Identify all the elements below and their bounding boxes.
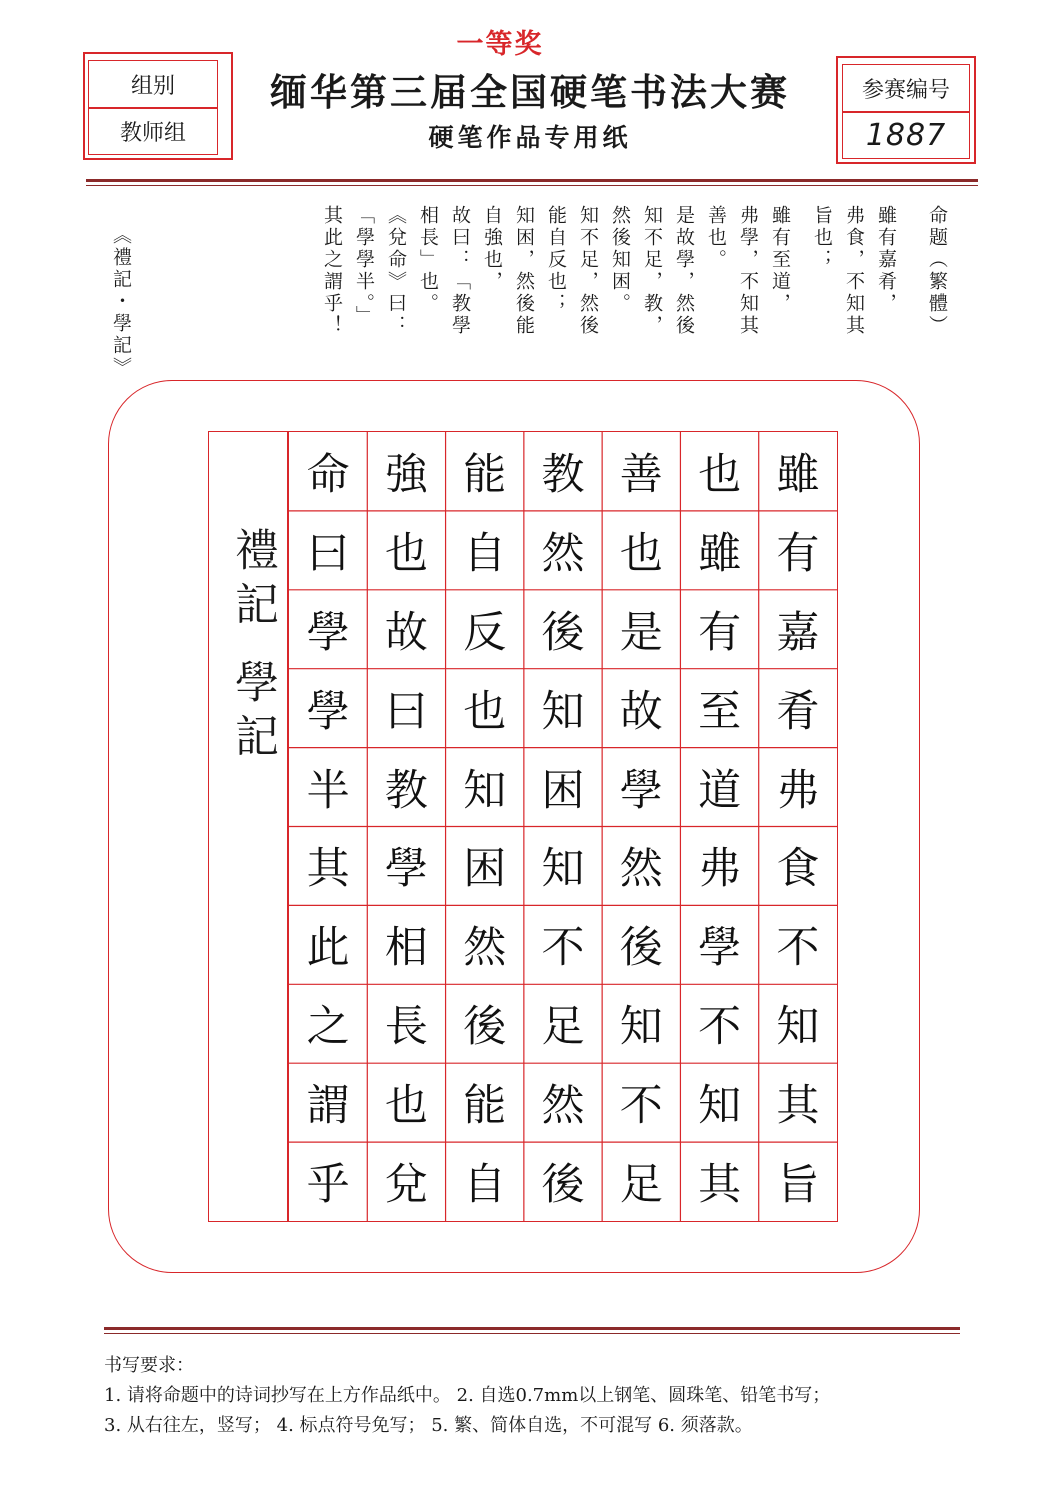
writing-grid	[208, 431, 838, 1222]
grid-character: 也	[463, 686, 507, 737]
grid-character: 故	[384, 607, 428, 658]
prompt-column: 弗學，不知其	[737, 205, 759, 337]
requirements-heading: 书写要求：	[104, 1355, 194, 1376]
prompt-column: 知困，然後能	[513, 205, 535, 337]
prompt-column: 是故學，然後	[673, 205, 695, 337]
grid-character: 知	[541, 686, 585, 737]
grid-character: 困	[463, 844, 507, 895]
competition-title: 缅华第三届全国硬笔书法大赛	[270, 70, 790, 114]
grid-character: 知	[776, 1002, 820, 1053]
grid-character: 學	[306, 686, 350, 737]
prompt-column: 其此之謂乎！	[321, 205, 343, 337]
grid-character: 食	[776, 844, 820, 895]
grid-character: 命	[306, 449, 350, 500]
prompt-column: 旨也；	[811, 205, 833, 271]
work-title: 禮記 學記	[227, 527, 278, 767]
group-value: 教师组	[88, 108, 218, 155]
grid-character: 然	[541, 528, 585, 579]
grid-character: 嘉	[776, 607, 820, 658]
prompt-source: 《禮記・學記》	[110, 225, 132, 379]
grid-character: 謂	[306, 1081, 350, 1132]
grid-character: 知	[698, 1081, 742, 1132]
grid-character: 後	[463, 1002, 507, 1053]
grid-character: 後	[541, 1160, 585, 1211]
requirements-line-2: 3. 从右往左，竖写； 4. 标点符号免写； 5. 繁、简体自选，不可混写 6. 须落款。	[104, 1415, 753, 1436]
grid-character: 不	[541, 923, 585, 974]
prompt-column: 知不足，然後	[577, 205, 599, 337]
grid-character: 故	[619, 686, 663, 737]
grid-character: 後	[619, 923, 663, 974]
grid-character: 長	[384, 1002, 428, 1053]
grid-character: 教	[384, 765, 428, 816]
grid-character: 強	[384, 449, 428, 500]
grid-character: 後	[541, 607, 585, 658]
entry-number: 1887	[842, 112, 970, 159]
grid-character: 乎	[306, 1160, 350, 1211]
grid-character: 困	[541, 765, 585, 816]
paper-subtitle: 硬笔作品专用纸	[428, 123, 632, 152]
prompt-text	[110, 205, 960, 379]
grid-character: 學	[384, 844, 428, 895]
grid-character: 曰	[384, 686, 428, 737]
grid-character: 足	[619, 1160, 663, 1211]
grid-character: 善	[619, 449, 663, 500]
prompt-column: 相長」也。	[417, 205, 439, 315]
grid-character: 其	[306, 844, 350, 895]
grid-characters	[289, 432, 837, 1221]
grid-character: 弗	[698, 844, 742, 895]
grid-character: 半	[306, 765, 350, 816]
grid-character: 雖	[698, 528, 742, 579]
top-rule-thick	[86, 179, 978, 182]
grid-character: 相	[384, 923, 428, 974]
grid-character: 之	[306, 1002, 350, 1053]
grid-character: 道	[698, 765, 742, 816]
grid-character: 也	[698, 449, 742, 500]
grid-character: 是	[619, 607, 663, 658]
grid-character: 曰	[306, 528, 350, 579]
group-label: 组别	[88, 60, 218, 108]
prompt-column: 故曰：「教學	[449, 205, 471, 337]
entry-label: 参赛编号	[842, 64, 970, 112]
grid-character: 也	[384, 528, 428, 579]
grid-character: 自	[463, 528, 507, 579]
prompt-column: 知不足，教，	[641, 205, 663, 337]
grid-character: 也	[619, 528, 663, 579]
grid-character: 也	[384, 1081, 428, 1132]
grid-character: 其	[776, 1081, 820, 1132]
grid-character: 雖	[776, 449, 820, 500]
prompt-column: 善也。	[705, 205, 727, 271]
grid-character: 然	[619, 844, 663, 895]
grid-character: 兌	[384, 1160, 428, 1211]
award-label: 一等奖	[456, 29, 544, 60]
grid-character: 弗	[776, 765, 820, 816]
grid-character: 知	[463, 765, 507, 816]
top-rule-thin	[86, 185, 978, 186]
grid-character: 反	[463, 607, 507, 658]
prompt-column: 弗食，不知其	[843, 205, 865, 337]
prompt-column: 然後知困。	[609, 205, 631, 315]
grid-character: 此	[306, 923, 350, 974]
grid-character: 旨	[776, 1160, 820, 1211]
bottom-rule-thin	[104, 1333, 960, 1334]
grid-character: 學	[698, 923, 742, 974]
grid-character: 教	[541, 449, 585, 500]
grid-character: 不	[698, 1002, 742, 1053]
grid-character: 有	[698, 607, 742, 658]
prompt-column: 能自反也；	[545, 205, 567, 315]
grid-character: 能	[463, 449, 507, 500]
requirements-line-1: 1. 请将命题中的诗词抄写在上方作品纸中。 2. 自选0.7mm以上钢笔、圆珠笔、铅笔书写；	[104, 1385, 831, 1406]
grid-character: 至	[698, 686, 742, 737]
grid-character: 不	[619, 1081, 663, 1132]
grid-character: 然	[463, 923, 507, 974]
grid-character: 其	[698, 1160, 742, 1211]
grid-character: 足	[541, 1002, 585, 1053]
grid-character: 學	[619, 765, 663, 816]
grid-character: 不	[776, 923, 820, 974]
grid-character: 知	[541, 844, 585, 895]
grid-character: 肴	[776, 686, 820, 737]
prompt-column: 自強也，	[481, 205, 503, 293]
prompt-column: 雖有至道，	[769, 205, 791, 315]
grid-character: 知	[619, 1002, 663, 1053]
prompt-column: 「學學半。」	[353, 205, 375, 328]
prompt-column: 《兌命》曰：	[385, 205, 407, 337]
grid-character: 有	[776, 528, 820, 579]
bottom-rule-thick	[104, 1327, 960, 1330]
grid-character: 學	[306, 607, 350, 658]
prompt-heading: 命题（繁體）	[926, 205, 948, 337]
prompt-column: 雖有嘉肴，	[875, 205, 897, 315]
grid-character: 然	[541, 1081, 585, 1132]
grid-character: 能	[463, 1081, 507, 1132]
grid-character: 自	[463, 1160, 507, 1211]
